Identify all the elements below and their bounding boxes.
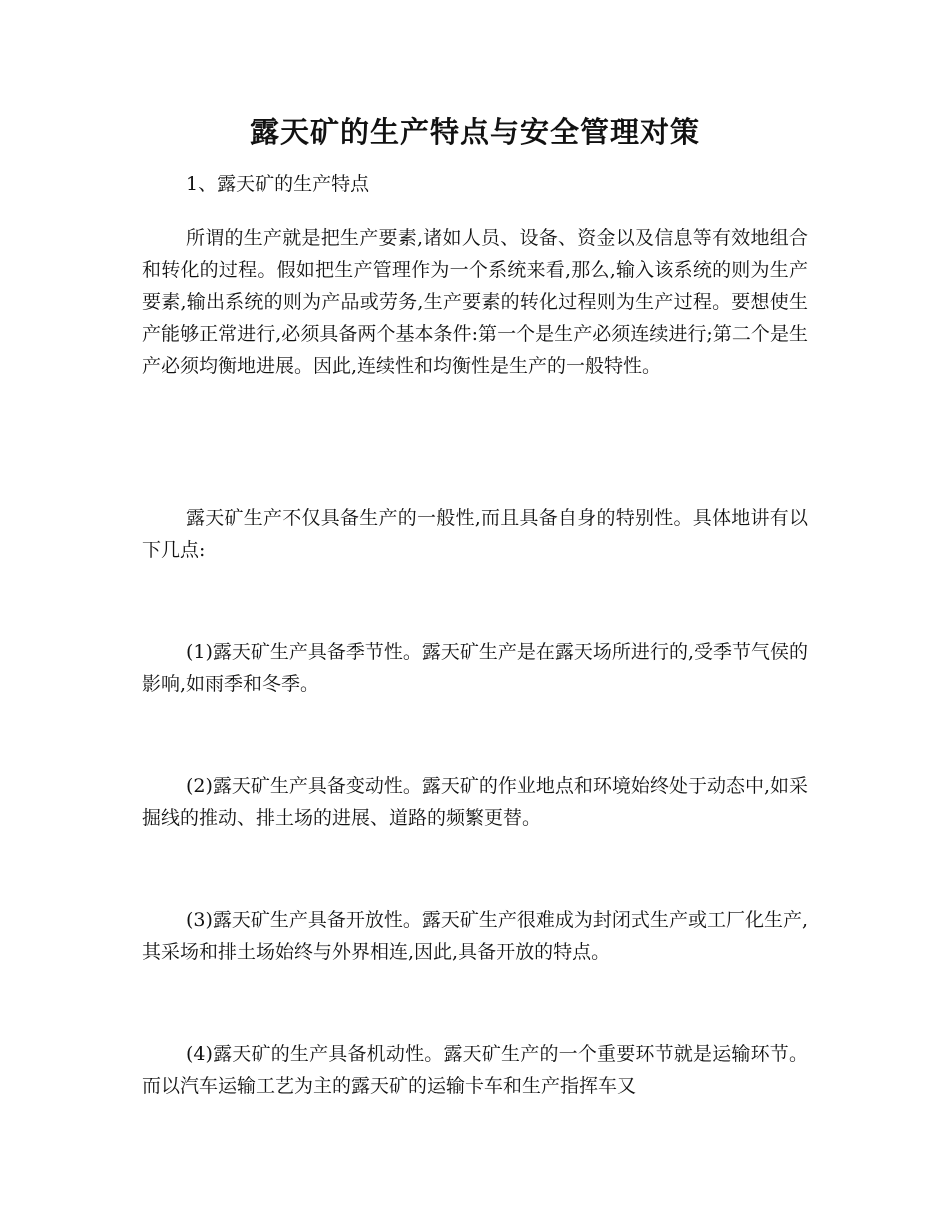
paragraph-point-2: (2)露天矿生产具备变动性。露天矿的作业地点和环境始终处于动态中,如采掘线的推动、排土场的进展、道路的频繁更替。 (142, 775, 808, 829)
paragraph-point-1: (1)露天矿生产具备季节性。露天矿生产是在露天场所进行的,受季节气侯的影响,如雨季和冬季。 (142, 641, 808, 695)
document-title: 露天矿的生产特点与安全管理对策 (249, 115, 700, 149)
paragraph-point-3: (3)露天矿生产具备开放性。露天矿生产很难成为封闭式生产或工厂化生产,其采场和排土场始终与外界相连,因此,具备开放的特点。 (142, 909, 808, 963)
section-heading: 1、露天矿的生产特点 (186, 173, 370, 195)
paragraph-special: 露天矿生产不仅具备生产的一般性,而且具备自身的特别性。具体地讲有以下几点: (142, 507, 808, 561)
paragraph-intro: 所谓的生产就是把生产要素,诸如人员、设备、资金以及信息等有效地组合和转化的过程。假如把生产管理作为一个系统来看,那么,输入该系统的则为生产要素,输出系统的则为产品或劳务,生产要素的转化过程则为生产过程。要想使生产能够正常进行,必须具备两个基本条件:第一个是生产必须连续进行;第二个是生产必须均衡地进展。因此,连续性和均衡性是生产的一般特性。 (142, 227, 808, 377)
paragraph-point-4: (4)露天矿的生产具备机动性。露天矿生产的一个重要环节就是运输环节。而以汽车运输工艺为主的露天矿的运输卡车和生产指挥车又 (142, 1043, 808, 1097)
